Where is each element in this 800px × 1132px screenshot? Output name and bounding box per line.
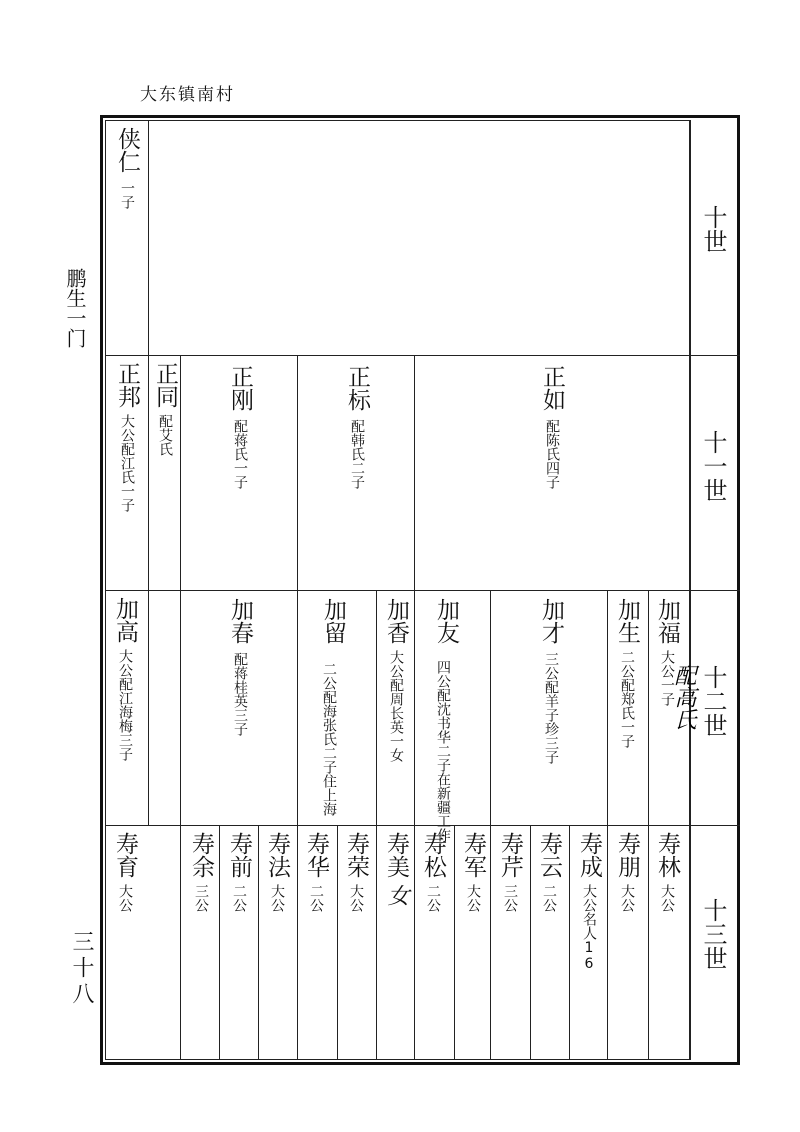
person-note: 大公一子 xyxy=(659,650,675,706)
person-note: 配韩氏二子 xyxy=(349,419,365,489)
person-gen13-6 xyxy=(383,832,409,906)
person-note: 三公配羊子珍三子 xyxy=(543,652,559,764)
gen-label-13: 十三世 xyxy=(699,898,727,970)
person-gen13-9 xyxy=(497,832,523,912)
person-note: 大公 xyxy=(348,884,364,912)
person-gen12-6 xyxy=(614,598,640,748)
person-gen11-4 xyxy=(538,365,566,489)
person-gen12-2 xyxy=(320,598,346,644)
person-note: 三公 xyxy=(193,884,209,912)
person-name: 寿前 xyxy=(226,832,252,878)
person-name: 寿云 xyxy=(536,832,562,878)
person-name: 加留 xyxy=(320,598,346,644)
person-name: 正刚 xyxy=(227,365,253,411)
person-gen11-3 xyxy=(343,365,371,489)
person-gen13-5 xyxy=(343,832,369,912)
person-note: 配艾氏 xyxy=(157,414,173,456)
person-gen13-8 xyxy=(460,832,486,912)
person-gen12-3 xyxy=(383,598,409,762)
person-gen10-0 xyxy=(114,127,140,209)
person-name: 寿华 xyxy=(303,832,329,878)
col-divider xyxy=(297,355,298,1060)
person-note: 大公 xyxy=(465,884,481,912)
person-gen13-2 xyxy=(226,832,252,912)
person-name: 寿荣 xyxy=(343,832,369,878)
person-note: 女 xyxy=(384,884,409,906)
person-name: 加福 xyxy=(654,598,680,644)
col-divider xyxy=(219,825,220,1060)
col-divider xyxy=(490,590,491,825)
person-note: 四公配沈书华二子 xyxy=(435,660,451,772)
person-name: 侠仁 xyxy=(114,127,140,173)
col-divider xyxy=(414,355,415,590)
person-note: 配陈氏四子 xyxy=(544,419,560,489)
person-name: 正标 xyxy=(344,365,370,411)
row-divider-1 xyxy=(105,355,740,356)
col-divider xyxy=(454,825,455,1060)
col-divider xyxy=(607,590,608,1060)
person-name: 加香 xyxy=(383,598,409,644)
col-divider xyxy=(648,590,649,1060)
col-divider xyxy=(258,825,259,1060)
side-note: 鹏生一门 xyxy=(63,268,87,348)
person-gen13-13 xyxy=(654,832,680,912)
person-note: 一子 xyxy=(119,181,135,209)
person-gen12-5 xyxy=(537,598,565,764)
person-name: 寿育 xyxy=(112,832,138,878)
col-divider xyxy=(148,120,149,355)
person-name: 寿余 xyxy=(188,832,214,878)
person-note: 大公配江氏一子 xyxy=(119,414,135,512)
person-note: 配蒋氏一子 xyxy=(232,419,248,489)
person-name: 寿林 xyxy=(654,832,680,878)
person-note: 大公配周长英一女 xyxy=(388,650,404,762)
gen-label-11: 十一世 xyxy=(699,430,727,502)
col-divider xyxy=(530,825,531,1060)
person-gen13-7 xyxy=(420,832,446,912)
person-note: 配蒋桂英三子 xyxy=(232,652,248,736)
person-note: 二公 xyxy=(541,884,557,912)
person-gen11-1 xyxy=(152,362,178,456)
person-gen13-10 xyxy=(536,832,562,912)
person-name: 正如 xyxy=(539,365,565,411)
col-divider xyxy=(376,590,377,1060)
person-note: 大公配江海梅三子 xyxy=(117,649,133,761)
person-gen13-3 xyxy=(264,832,290,912)
person-name: 寿军 xyxy=(460,832,486,878)
col-divider xyxy=(490,825,491,1060)
col-divider xyxy=(569,825,570,1060)
person-note: 大公名人16 xyxy=(581,884,597,972)
person-gen13-12 xyxy=(614,832,640,912)
col-divider xyxy=(414,590,415,1060)
person-note: 大公 xyxy=(619,884,635,912)
handwritten-annotation: 配高氏 xyxy=(671,664,696,730)
person-name: 正同 xyxy=(152,362,178,408)
person-gen12-0 xyxy=(112,597,138,761)
page-number: 三十八 xyxy=(69,930,94,1008)
person-name: 寿松 xyxy=(420,832,446,878)
person-note: 大公 xyxy=(269,884,285,912)
person-name: 寿成 xyxy=(576,832,602,878)
col-divider xyxy=(180,355,181,1060)
person-name: 加高 xyxy=(112,597,138,643)
person-note: 大公 xyxy=(659,884,675,912)
page-header: 大东镇南村 xyxy=(140,85,235,105)
person-note: 二公 xyxy=(231,884,247,912)
person-name: 加春 xyxy=(227,598,253,644)
person-note: 二公配郑氏一子 xyxy=(619,650,635,748)
person-gen12-1 xyxy=(226,598,254,736)
person-note: 大公 xyxy=(117,884,133,912)
person-note: 二公 xyxy=(308,884,324,912)
person-note: 二公配海张氏二子 xyxy=(321,662,337,774)
person-gen12-4 xyxy=(432,598,460,644)
person-gen11-0 xyxy=(114,362,140,512)
person-name: 寿芹 xyxy=(497,832,523,878)
row-divider-3 xyxy=(105,825,740,826)
person-name: 正邦 xyxy=(114,362,140,408)
person-gen13-0 xyxy=(112,832,138,912)
gen-label-10: 十世 xyxy=(699,205,727,253)
person-note-extra: 住上海 xyxy=(321,774,337,816)
gen-label-12: 十二世 xyxy=(699,665,727,737)
person-gen12-2-notes xyxy=(320,662,339,816)
person-gen11-2 xyxy=(226,365,254,489)
col-divider xyxy=(148,355,149,825)
person-name: 寿法 xyxy=(264,832,290,878)
person-name: 寿朋 xyxy=(614,832,640,878)
person-name: 加才 xyxy=(538,598,564,644)
person-note: 三公 xyxy=(502,884,518,912)
person-gen13-4 xyxy=(303,832,329,912)
person-note: 二公 xyxy=(425,884,441,912)
person-name: 寿美 xyxy=(383,832,409,878)
col-divider xyxy=(337,825,338,1060)
person-name: 加友 xyxy=(433,598,459,644)
person-gen12-4-notes xyxy=(434,660,453,842)
person-name: 加生 xyxy=(614,598,640,644)
person-gen13-11 xyxy=(576,832,602,972)
person-gen13-1 xyxy=(188,832,214,912)
row-divider-2 xyxy=(105,590,740,591)
person-note-extra: 在新疆工作 xyxy=(435,772,451,842)
